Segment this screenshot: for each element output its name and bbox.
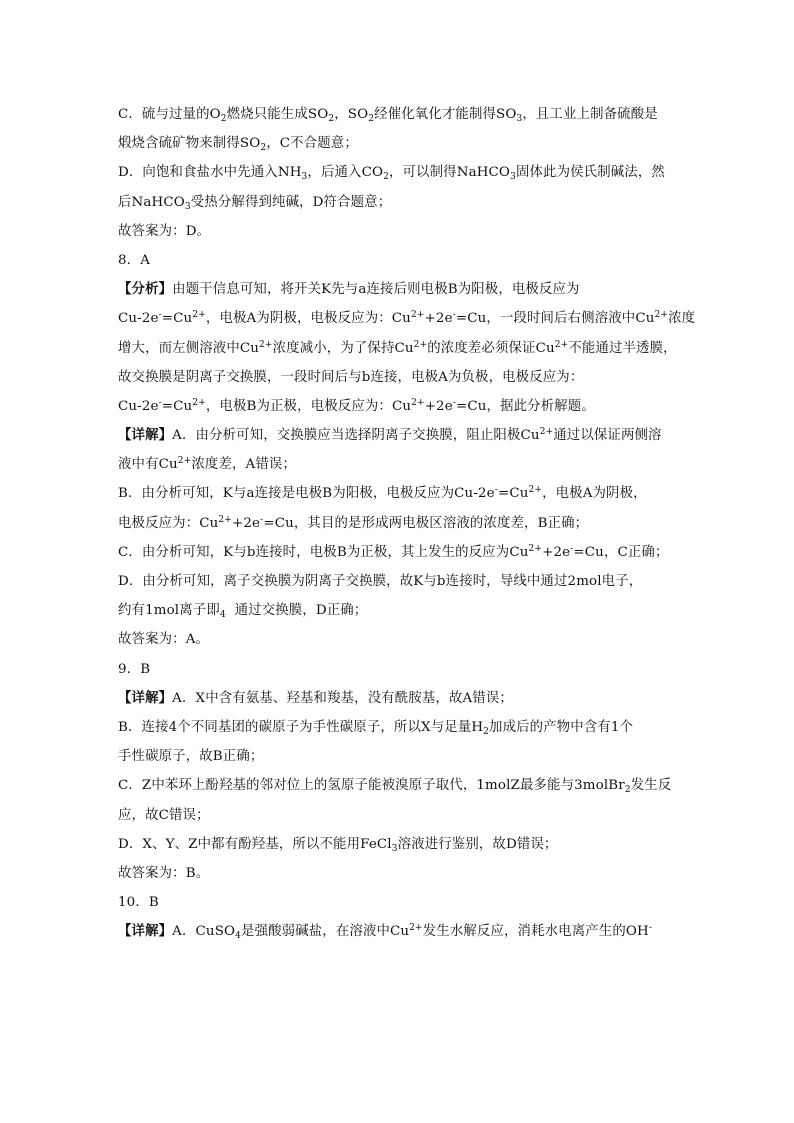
text-run: 故答案为：B。 [118, 865, 210, 881]
superscript: - [452, 397, 457, 408]
text-run: A．X中含有氨基、羟基和羧基，没有酰胺基，故A错误； [172, 690, 513, 706]
text-run: 是强酸弱碱盐，在溶液中Cu [241, 924, 410, 940]
text-line [118, 655, 678, 684]
text-run: 燃烧只能生成SO [226, 107, 329, 122]
text-run: 发生水解反应，消耗水电离产生的OH [422, 924, 649, 940]
text-line [118, 129, 678, 158]
text-run: 约有1mol离子即 [118, 603, 220, 619]
superscript: 2+ [554, 339, 569, 350]
superscript: 2+ [218, 514, 232, 525]
text-run: Cu-2e [118, 311, 159, 327]
text-run: =Cu，其目的是形成两电极区溶液的浓度差，B正确； [263, 515, 589, 531]
text-line [118, 421, 678, 450]
text-run: C．Z中苯环上酚羟基的邻对位上的氢原子能被溴原子取代，1molZ最多能与3molBr [118, 778, 625, 794]
text-run: 受热分解得到纯碱，D符合题意； [190, 194, 392, 210]
text-line [118, 450, 678, 479]
superscript: - [452, 310, 456, 321]
subscript: 2 [368, 114, 375, 124]
superscript: - [158, 310, 162, 321]
text-line [118, 392, 678, 421]
text-run: 后NaHCO [118, 194, 185, 210]
text-line [118, 100, 678, 129]
superscript: - [648, 923, 653, 934]
text-run: 固体此为侯氏制碱法，然 [515, 165, 665, 181]
subscript: 2 [624, 785, 631, 796]
text-run: ，电极A为阴极， [542, 486, 647, 502]
section-tag: 【分析】 [118, 281, 173, 298]
text-run: =Cu [161, 398, 193, 414]
text-line [118, 596, 678, 625]
text-run: A．CuSO [172, 924, 236, 940]
text-run: ，可以制得NaHCO [389, 165, 511, 181]
subscript: 2 [220, 114, 227, 124]
text-line [118, 217, 678, 246]
answer-text-body [118, 100, 696, 946]
text-run: ，电极B为正极，电极反应为：Cu [205, 398, 412, 414]
subscript: 4 [235, 931, 242, 942]
superscript: 2+ [409, 923, 423, 934]
text-line [118, 830, 678, 859]
text-run: 由题干信息可知，将开关K先与a连接后则电极B为阳极，电极反应为 [172, 282, 580, 298]
text-run: ，C不合题意； [266, 136, 358, 152]
text-run: D．由分析可知，离子交换膜为阴离子交换膜，故K与b连接时，导线中通过2mol电子， [118, 574, 643, 589]
text-line [118, 771, 678, 800]
text-run: 浓度差，A错误； [191, 457, 296, 473]
section-tag: 【详解】 [118, 923, 173, 940]
text-run: 9．B [118, 661, 151, 677]
text-run: +2e [424, 398, 453, 414]
text-line [118, 859, 678, 888]
text-run: D．向饱和食盐水中先通入NH [118, 165, 302, 181]
superscript: 2+ [192, 310, 206, 321]
text-run: 通过以保证两侧溶 [553, 428, 662, 444]
section-tag: 【详解】 [118, 427, 173, 444]
text-run: 发生反 [630, 778, 672, 794]
text-run: 应，故C错误； [118, 807, 210, 823]
text-run: C．由分析可知，K与b连接时，电极B为正极，其上发生的反应为Cu [118, 544, 529, 560]
superscript: - [158, 397, 162, 408]
text-line [118, 304, 696, 333]
text-run: ，后通入CO [307, 165, 384, 181]
text-run: 经催化氧化才能制得SO [374, 107, 517, 122]
text-line [118, 275, 678, 304]
superscript: 2+ [192, 397, 206, 408]
text-line [118, 684, 678, 713]
subscript: 2 [328, 114, 335, 124]
text-run: 不能通过半透膜， [568, 340, 677, 356]
text-line [118, 188, 678, 217]
text-run: 煅烧含硫矿物来制得SO [118, 136, 261, 152]
text-run: 故答案为：D。 [118, 223, 211, 239]
text-run: 液中有Cu [118, 457, 178, 473]
superscript: 2+ [528, 485, 543, 496]
subscript: 3 [510, 172, 516, 183]
text-run: 故交换膜是阴离子交换膜，一段时间后与b连接，电极A为负极，电极反应为： [118, 369, 584, 385]
superscript: 2+ [539, 427, 554, 438]
text-line [118, 246, 678, 275]
subscript: 3 [391, 843, 398, 854]
text-run: =Cu [497, 486, 529, 502]
text-run: 浓度减小，为了保持Cu [272, 340, 414, 356]
subscript: 3 [184, 201, 191, 212]
text-run: 浓度 [668, 311, 696, 327]
subscript: 2 [483, 726, 490, 737]
subscript: 4 [219, 610, 226, 621]
text-run: 10．B [118, 895, 159, 911]
superscript: 2+ [177, 456, 192, 467]
text-run: D．X、Y、Z中都有酚羟基，所以不能用FeCl [118, 836, 392, 852]
text-run: ，且工业上制备硫酸是 [522, 107, 658, 122]
text-line [118, 625, 678, 654]
text-run: B．由分析可知，K与a连接是电极B为阳极，电极反应为Cu-2e [118, 486, 495, 502]
text-line [118, 801, 678, 830]
text-line [118, 538, 678, 567]
section-tag: 【详解】 [118, 689, 173, 706]
text-run: ，电极A为阴极，电极反应为：Cu [205, 311, 411, 327]
text-run: 增大，而左侧溶液中Cu [118, 340, 260, 356]
text-run: A．由分析可知，交换膜应当选择阴离子交换膜，阻止阳极Cu [172, 428, 540, 444]
superscript: 2+ [528, 543, 543, 554]
text-line [118, 509, 678, 538]
text-line [118, 917, 678, 946]
subscript: 2 [383, 172, 389, 183]
text-run: =Cu，一段时间后右侧溶液中Cu [455, 311, 655, 327]
text-run: 故答案为：A。 [118, 632, 210, 648]
text-run: 手性碳原子，故B正确； [118, 749, 264, 765]
text-line [118, 742, 678, 771]
text-run: Cu-2e [118, 398, 159, 414]
text-run: 的浓度差必须保证Cu [427, 340, 555, 356]
text-line [118, 158, 678, 187]
text-run: 电极反应为：Cu [118, 515, 219, 531]
subscript: 3 [516, 114, 523, 124]
superscript: - [570, 543, 574, 554]
superscript: 2+ [259, 339, 273, 350]
superscript: 2+ [410, 310, 425, 321]
text-run: =Cu，据此分析解题。 [456, 398, 595, 414]
text-run: B．连接4个不同基团的碳原子为手性碳原子，所以X与足量H [118, 719, 484, 735]
text-run: 加成后的产物中含有1个 [489, 719, 634, 735]
text-line [118, 334, 678, 363]
subscript: 2 [260, 143, 267, 154]
text-run: C．硫与过量的O [118, 107, 221, 122]
superscript: 2+ [654, 310, 669, 321]
superscript: 2+ [411, 397, 425, 408]
text-line [118, 479, 678, 508]
text-run: 通过交换膜，D正确； [225, 603, 368, 619]
superscript: - [494, 485, 498, 496]
text-line [118, 567, 678, 596]
text-run: 溶液进行鉴别，故D错误； [397, 836, 558, 852]
text-run: 8．A [118, 252, 151, 268]
text-line [118, 888, 678, 917]
subscript: 3 [301, 172, 308, 183]
text-run: ，SO [334, 107, 369, 122]
text-run: +2e [232, 515, 261, 531]
text-line [118, 363, 678, 392]
text-run: +2e [542, 544, 571, 560]
text-line [118, 713, 678, 742]
superscript: 2+ [413, 339, 428, 350]
text-run: +2e [424, 311, 453, 327]
text-run: =Cu [161, 311, 193, 327]
text-run: =Cu，C正确； [573, 544, 669, 560]
superscript: - [260, 514, 264, 525]
